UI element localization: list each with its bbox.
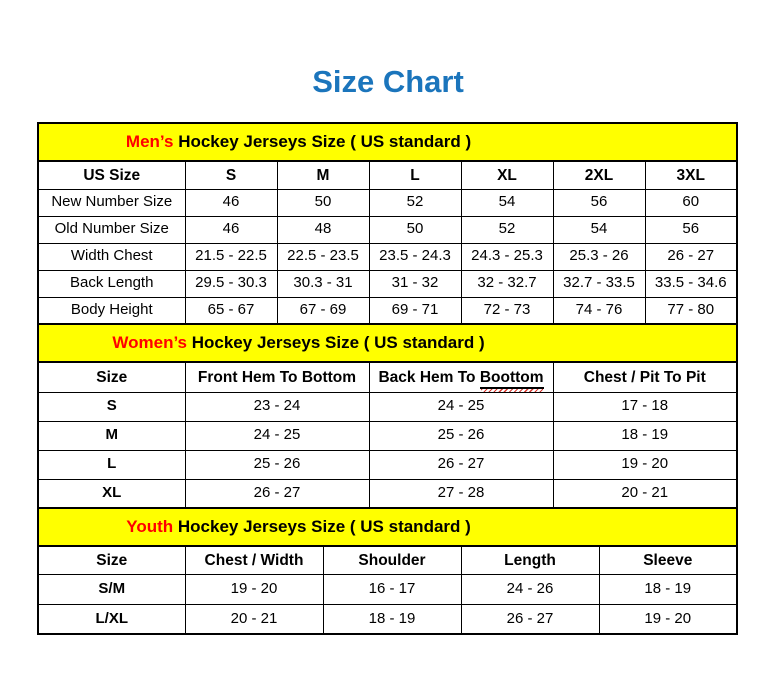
womens-section-header bbox=[38, 324, 737, 362]
youth-header-cell: Chest / Width bbox=[185, 546, 323, 574]
size-value-cell: 31 - 32 bbox=[369, 270, 461, 297]
size-value-cell: 24.3 - 25.3 bbox=[461, 243, 553, 270]
size-value-cell: 56 bbox=[553, 189, 645, 216]
row-label: S bbox=[38, 392, 185, 421]
size-chart-table bbox=[37, 122, 738, 635]
row-label: Body Height bbox=[38, 297, 185, 324]
size-value-cell: 25.3 - 26 bbox=[553, 243, 645, 270]
table-row bbox=[38, 479, 737, 508]
size-value-cell: 25 - 26 bbox=[185, 450, 369, 479]
size-value-cell: 21.5 - 22.5 bbox=[185, 243, 277, 270]
size-value-cell: 26 - 27 bbox=[645, 243, 737, 270]
size-value-cell: 77 - 80 bbox=[645, 297, 737, 324]
size-value-cell: 50 bbox=[369, 216, 461, 243]
table-row bbox=[38, 161, 737, 189]
page-title: Size Chart bbox=[312, 64, 464, 99]
youth-section-header bbox=[38, 508, 737, 546]
table-row bbox=[38, 270, 737, 297]
size-value-cell: 74 - 76 bbox=[553, 297, 645, 324]
mens-header-cell: S bbox=[185, 161, 277, 189]
size-value-cell: 67 - 69 bbox=[277, 297, 369, 324]
size-value-cell: 19 - 20 bbox=[185, 574, 323, 604]
row-label: L bbox=[38, 450, 185, 479]
size-value-cell: 52 bbox=[369, 189, 461, 216]
size-value-cell: 19 - 20 bbox=[553, 450, 737, 479]
mens-section-title: Hockey Jerseys Size ( US standard ) bbox=[173, 131, 472, 151]
table-row bbox=[38, 508, 737, 546]
womens-header-cell bbox=[369, 362, 553, 392]
size-value-cell: 29.5 - 30.3 bbox=[185, 270, 277, 297]
row-label: Back Length bbox=[38, 270, 185, 297]
size-value-cell: 18 - 19 bbox=[553, 421, 737, 450]
size-value-cell: 32 - 32.7 bbox=[461, 270, 553, 297]
row-label: M bbox=[38, 421, 185, 450]
size-value-cell: 23 - 24 bbox=[185, 392, 369, 421]
row-label: Old Number Size bbox=[38, 216, 185, 243]
row-label: XL bbox=[38, 479, 185, 508]
size-value-cell: 46 bbox=[185, 189, 277, 216]
size-value-cell: 54 bbox=[461, 189, 553, 216]
misspelled-word: Boottom bbox=[480, 369, 544, 389]
youth-section-title: Hockey Jerseys Size ( US standard ) bbox=[173, 516, 471, 536]
size-value-cell: 26 - 27 bbox=[185, 479, 369, 508]
youth-header-cell: Length bbox=[461, 546, 599, 574]
youth-header-cell: Sleeve bbox=[599, 546, 737, 574]
womens-section-label: Women’s bbox=[112, 332, 188, 352]
table-row bbox=[38, 604, 737, 634]
size-value-cell: 30.3 - 31 bbox=[277, 270, 369, 297]
mens-section-label: Men’s bbox=[125, 131, 174, 151]
womens-header-cell: Size bbox=[38, 362, 185, 392]
mens-header-cell: L bbox=[369, 161, 461, 189]
womens-section-title: Hockey Jerseys Size ( US standard ) bbox=[187, 332, 485, 352]
table-row bbox=[38, 392, 737, 421]
table-row bbox=[38, 324, 737, 362]
size-value-cell: 56 bbox=[645, 216, 737, 243]
size-value-cell: 27 - 28 bbox=[369, 479, 553, 508]
size-value-cell: 32.7 - 33.5 bbox=[553, 270, 645, 297]
size-value-cell: 22.5 - 23.5 bbox=[277, 243, 369, 270]
size-value-cell: 19 - 20 bbox=[599, 604, 737, 634]
size-value-cell: 23.5 - 24.3 bbox=[369, 243, 461, 270]
size-value-cell: 17 - 18 bbox=[553, 392, 737, 421]
size-value-cell: 26 - 27 bbox=[369, 450, 553, 479]
table-row bbox=[38, 421, 737, 450]
size-value-cell: 72 - 73 bbox=[461, 297, 553, 324]
size-value-cell: 54 bbox=[553, 216, 645, 243]
womens-header-cell: Front Hem To Bottom bbox=[185, 362, 369, 392]
mens-header-cell: 3XL bbox=[645, 161, 737, 189]
size-value-cell: 52 bbox=[461, 216, 553, 243]
table-row bbox=[38, 189, 737, 216]
womens-header-cell: Chest / Pit To Pit bbox=[553, 362, 737, 392]
size-value-cell: 18 - 19 bbox=[323, 604, 461, 634]
row-label: L/XL bbox=[38, 604, 185, 634]
size-value-cell: 65 - 67 bbox=[185, 297, 277, 324]
mens-header-cell: 2XL bbox=[553, 161, 645, 189]
mens-header-cell: US Size bbox=[38, 161, 185, 189]
size-value-cell: 46 bbox=[185, 216, 277, 243]
womens-header-back-text: Back Hem To bbox=[378, 368, 480, 386]
youth-section-label: Youth bbox=[126, 516, 174, 536]
size-chart bbox=[37, 122, 738, 635]
table-row bbox=[38, 216, 737, 243]
size-value-cell: 16 - 17 bbox=[323, 574, 461, 604]
size-value-cell: 20 - 21 bbox=[185, 604, 323, 634]
table-row bbox=[38, 123, 737, 161]
size-value-cell: 26 - 27 bbox=[461, 604, 599, 634]
table-row bbox=[38, 574, 737, 604]
size-value-cell: 24 - 25 bbox=[185, 421, 369, 450]
table-row bbox=[38, 362, 737, 392]
size-value-cell: 24 - 26 bbox=[461, 574, 599, 604]
table-row bbox=[38, 450, 737, 479]
size-value-cell: 50 bbox=[277, 189, 369, 216]
mens-section-header bbox=[38, 123, 737, 161]
size-value-cell: 33.5 - 34.6 bbox=[645, 270, 737, 297]
row-label: Width Chest bbox=[38, 243, 185, 270]
table-row bbox=[38, 243, 737, 270]
table-row bbox=[38, 297, 737, 324]
table-row bbox=[38, 546, 737, 574]
youth-header-cell: Size bbox=[38, 546, 185, 574]
youth-header-cell: Shoulder bbox=[323, 546, 461, 574]
mens-header-cell: M bbox=[277, 161, 369, 189]
size-value-cell: 20 - 21 bbox=[553, 479, 737, 508]
size-value-cell: 18 - 19 bbox=[599, 574, 737, 604]
size-value-cell: 60 bbox=[645, 189, 737, 216]
row-label: S/M bbox=[38, 574, 185, 604]
size-value-cell: 69 - 71 bbox=[369, 297, 461, 324]
size-value-cell: 24 - 25 bbox=[369, 392, 553, 421]
mens-header-cell: XL bbox=[461, 161, 553, 189]
size-value-cell: 48 bbox=[277, 216, 369, 243]
size-value-cell: 25 - 26 bbox=[369, 421, 553, 450]
row-label: New Number Size bbox=[38, 189, 185, 216]
